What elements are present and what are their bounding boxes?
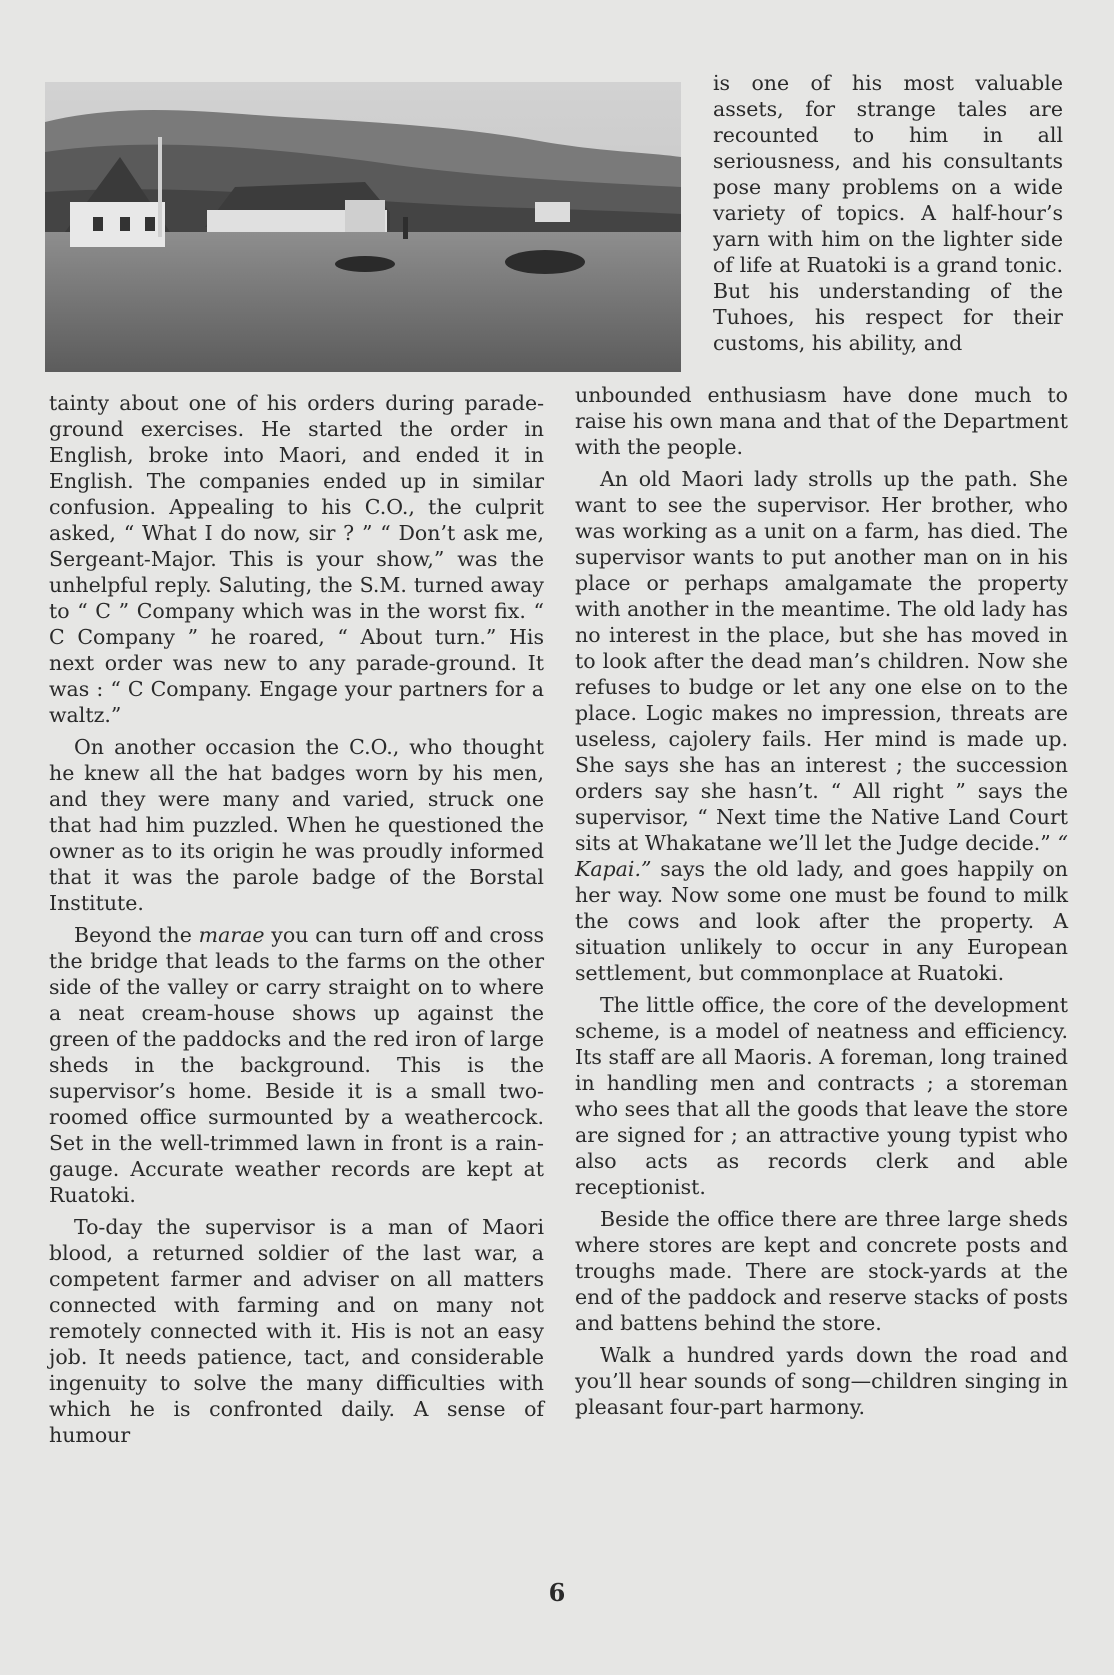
paragraph: unbounded enthusiasm have done much to raise his own mana and that of the Department with the people. (575, 383, 1068, 459)
paragraph: Beyond the marae you can turn off and cross the bridge that leads to the farms on the other side of the valley or carry straight on to where a neat cream-house shows up against the green of the paddocks and the red iron of large sheds in the background. This is the supervisor’s home. Beside it is a small two-roomed office surmounted by a weathercock. Set in the well-trimmed lawn in front is a rain-gauge. Accurate weather records are kept at Ruatoki. (49, 923, 544, 1207)
column-right-top (713, 70, 1063, 356)
column-left (49, 390, 544, 1448)
page-number: 6 (548, 1578, 566, 1607)
paragraph: The little office, the core of the development scheme, is a model of neatness and efficiency. Its staff are all Maoris. A foreman, long trained in handling men and contracts ; a storeman who sees that all the goods that leave the store are signed for ; an attractive young typist who also acts as records clerk and able receptionist. (575, 993, 1068, 1199)
paragraph: On another occasion the C.O., who thought he knew all the hat badges worn by his men, and they were many and varied, struck one that had him puzzled. When he questioned the owner as to its origin he was proudly informed that it was the parole badge of the Borstal Institute. (49, 735, 544, 915)
paragraph: To-day the supervisor is a man of Maori blood, a returned soldier of the last war, a competent farmer and adviser on all matters connected with farming and on many not remotely connected with it. His is not an easy job. It needs patience, tact, and considerable ingenuity to solve the many difficulties with which he is confronted daily. A sense of humour (49, 1215, 544, 1447)
paragraph: tainty about one of his orders during parade-ground exercises. He started the order in English, broke into Maori, and ended it in English. The companies ended up in similar confusion. Appealing to his C.O., the culprit asked, “ What I do now, sir ? ” “ Don’t ask me, Sergeant-Major. This is your show,” was the unhelpful reply. Saluting, the S.M. turned away to “ C ” Company which was in the worst fix. “ C Company ” he roared, “ About turn.” His next order was new to any parade-ground. It was : “ C Company. Engage your partners for a waltz.” (49, 391, 544, 727)
paragraph: Walk a hundred yards down the road and you’ll hear sounds of song—children singing in pleasant four-part harmony. (575, 1343, 1068, 1419)
paragraph: An old Maori lady strolls up the path. She want to see the supervisor. Her brother, who was working as a unit on a farm, has died. The supervisor wants to put another man on in his place or perhaps amalgamate the property with another in the meantime. The old lady has no interest in the place, but she has moved in to look after the dead man’s children. Now she refuses to budge or let any one else on to the place. Logic makes no impression, threats are useless, cajolery fails. Her mind is made up. She says she has an interest ; the succession orders say she hasn’t. “ All right ” says the supervisor, “ Next time the Native Land Court sits at Whakatane we’ll let the Judge decide.” “ Kapai.” says the old lady, and goes happily on her way. Now some one must be found to milk the cows and look after the property. A situation unlikely to occur in any European settlement, but commonplace at Ruatoki. (575, 467, 1068, 985)
photo-farm-buildings (45, 82, 681, 372)
paragraph: is one of his most valuable assets, for strange tales are recounted to him in all seriousness, and his consultants pose many problems on a wide variety of topics. A half-hour’s yarn with him on the lighter side of life at Ruatoki is a grand tonic. But his understanding of the Tuhoes, his respect for their customs, his ability, and (713, 71, 1063, 355)
paragraph: Beside the office there are three large sheds where stores are kept and concrete posts and troughs made. There are stock-yards at the end of the paddock and reserve stacks of posts and battens behind the store. (575, 1207, 1068, 1335)
photo-farm-buildings-icon (45, 82, 681, 372)
column-right (575, 382, 1068, 1420)
